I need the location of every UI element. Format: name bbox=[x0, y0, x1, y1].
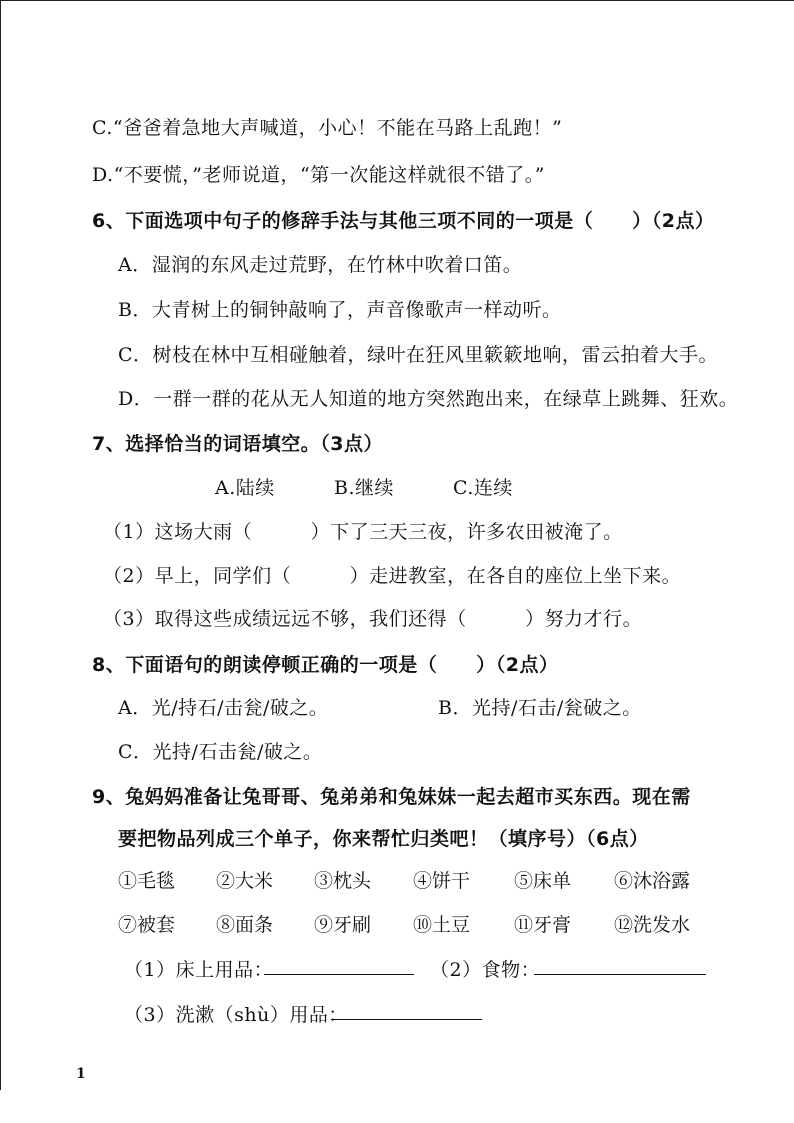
item-10: ⑩土豆 bbox=[413, 914, 471, 936]
question-7-2: （2）早上，同学们（ ）走进教室，在各自的座位上坐下来。 bbox=[103, 565, 682, 587]
item-9: ⑨牙刷 bbox=[314, 914, 372, 936]
option-8c: C．光持/石击瓮/破之。 bbox=[118, 741, 323, 763]
option-6d: D．一群一群的花从无人知道的地方突然跑出来，在绿草上跳舞、狂欢。 bbox=[118, 388, 739, 410]
question-7: 7、选择恰当的词语填空。（3点） bbox=[92, 433, 383, 455]
item-12: ⑫洗发水 bbox=[614, 914, 691, 936]
answer-9-2-label: （2）食物： bbox=[430, 959, 541, 981]
answer-9-3-label: （3）洗漱（shù）用品： bbox=[124, 1004, 348, 1026]
question-8: 8、下面语句的朗读停顿正确的一项是（ ）（2点） bbox=[92, 654, 559, 676]
answer-9-3-blank[interactable] bbox=[331, 1003, 482, 1020]
question-9: 9、兔妈妈准备让兔哥哥、兔弟弟和兔妹妹一起去超市买东西。现在需 bbox=[92, 786, 691, 808]
question-6: 6、下面选项中句子的修辞手法与其他三项不同的一项是（ ）（2点） bbox=[92, 210, 715, 232]
page-number: 1 bbox=[76, 1066, 86, 1082]
item-7: ⑦被套 bbox=[118, 914, 176, 936]
option-6a: A．湿润的东风走过荒野，在竹林中吹着口笛。 bbox=[118, 254, 523, 276]
item-6: ⑥沐浴露 bbox=[614, 870, 691, 892]
option-6c: C．树枝在林中互相碰触着，绿叶在狂风里簌簌地响，雷云拍着大手。 bbox=[118, 344, 719, 366]
option-8b: B．光持/石击/瓮破之。 bbox=[438, 697, 642, 719]
question-9-cont: 要把物品列成三个单子，你来帮忙归类吧！（填序号）（6点） bbox=[118, 828, 649, 850]
question-7-3: （3）取得这些成绩远远不够，我们还得（ ）努力才行。 bbox=[103, 608, 643, 630]
answer-9-1-blank[interactable] bbox=[264, 958, 414, 975]
item-2: ②大米 bbox=[216, 870, 274, 892]
item-1: ①毛毯 bbox=[118, 870, 176, 892]
item-3: ③枕头 bbox=[314, 870, 372, 892]
item-5: ⑤床单 bbox=[514, 870, 572, 892]
option-5c: C.“爸爸着急地大声喊道，小心！不能在马路上乱跑！” bbox=[92, 117, 563, 139]
option-7a: A.陆续 bbox=[215, 477, 275, 499]
item-11: ⑪牙膏 bbox=[514, 914, 572, 936]
item-4: ④饼干 bbox=[413, 870, 471, 892]
option-5d: D.“不要慌，”老师说道，“第一次能这样就很不错了。” bbox=[92, 164, 545, 186]
option-7b: B.继续 bbox=[334, 477, 395, 499]
option-8a: A．光/持石/击瓮/破之。 bbox=[118, 697, 329, 719]
item-8: ⑧面条 bbox=[216, 914, 274, 936]
question-7-1: （1）这场大雨（ ）下了三天三夜，许多农田被淹了。 bbox=[103, 521, 623, 543]
answer-9-1-label: （1）床上用品： bbox=[124, 959, 274, 981]
answer-9-2-blank[interactable] bbox=[534, 958, 706, 975]
option-6b: B．大青树上的铜钟敲响了，声音像歌声一样动听。 bbox=[118, 299, 562, 321]
option-7c: C.连续 bbox=[453, 477, 513, 499]
